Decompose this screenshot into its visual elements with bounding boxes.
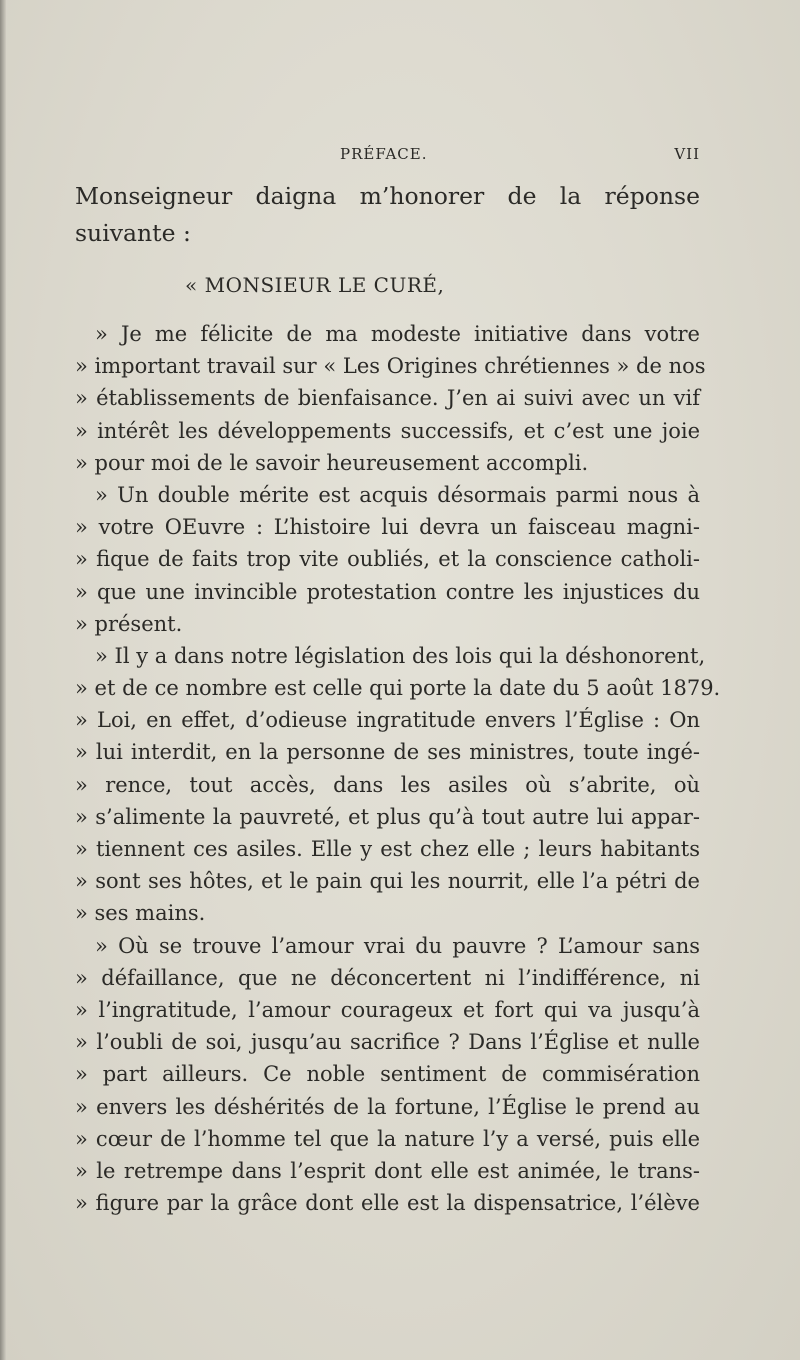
- text-line: » important travail sur « Les Origines chrétiennes » de nos: [75, 354, 706, 379]
- text-line: » s’alimente la pauvreté, et plus qu’à tout autre lui appar-: [75, 804, 700, 829]
- text-line: suivante :: [75, 219, 191, 247]
- text-line: » votre OEuvre : L’histoire lui devra un faisceau magni-: [75, 515, 700, 540]
- text-line: » le retrempe dans l’esprit dont elle est animée, le trans-: [75, 1158, 700, 1183]
- running-head-title: PRÉFACE.: [340, 145, 428, 163]
- letter-salutation: « MONSIEUR LE CURÉ,: [185, 273, 445, 297]
- text-line: » pour moi de le savoir heureusement accompli.: [75, 450, 589, 475]
- text-line: » ses mains.: [75, 901, 206, 926]
- text-line: » rence, tout accès, dans les asiles où s’abrite, où: [75, 772, 700, 797]
- text-line: » défaillance, que ne déconcertent ni l’indifférence, ni: [75, 965, 700, 990]
- text-line: » Loi, en effet, d’odieuse ingratitude envers l’Église : On: [75, 708, 700, 733]
- text-line: » que une invincible protestation contre les injustices du: [75, 579, 700, 604]
- page-spine-shadow: [0, 0, 6, 1360]
- text-line: Monseigneur daigna m’honorer de la réponse: [75, 182, 700, 210]
- text-line: » tiennent ces asiles. Elle y est chez elle ; leurs habitants: [75, 837, 700, 861]
- text-line: » envers les déshérités de la fortune, l’Église le prend au: [75, 1094, 700, 1119]
- text-line: » lui interdit, en la personne de ses ministres, toute ingé-: [75, 740, 700, 765]
- text-line: » l’oubli de soi, jusqu’au sacrifice ? Dans l’Église et nulle: [75, 1030, 700, 1055]
- text-line: » établissements de bienfaisance. J’en ai suivi avec un vif: [75, 386, 700, 411]
- text-line: » figure par la grâce dont elle est la dispensatrice, l’élève: [75, 1191, 700, 1216]
- text-line: » présent.: [75, 611, 183, 636]
- text-line: » part ailleurs. Ce noble sentiment de commisération: [75, 1062, 700, 1087]
- text-line: » Il y a dans notre législation des lois qui la déshonorent,: [95, 643, 706, 668]
- text-line: » Où se trouve l’amour vrai du pauvre ? L’amour sans: [95, 933, 700, 958]
- text-line: » fique de faits trop vite oubliés, et la conscience catholi-: [75, 547, 700, 572]
- text-line: » Un double mérite est acquis désormais parmi nous à: [95, 482, 700, 507]
- text-line: » intérêt les développements successifs, et c’est une joie: [75, 418, 700, 443]
- text-line: » Je me félicite de ma modeste initiative dans votre: [95, 322, 700, 346]
- text-line: » l’ingratitude, l’amour courageux et fort qui va jusqu’à: [75, 997, 700, 1022]
- running-head: [75, 145, 700, 169]
- text-line: » sont ses hôtes, et le pain qui les nourrit, elle l’a pétri de: [75, 869, 700, 894]
- text-line: » cœur de l’homme tel que la nature l’y a versé, puis elle: [75, 1126, 700, 1151]
- text-line: » et de ce nombre est celle qui porte la date du 5 août 1879.: [75, 676, 721, 701]
- body-text: [75, 178, 721, 1219]
- page-number: VII: [674, 145, 700, 163]
